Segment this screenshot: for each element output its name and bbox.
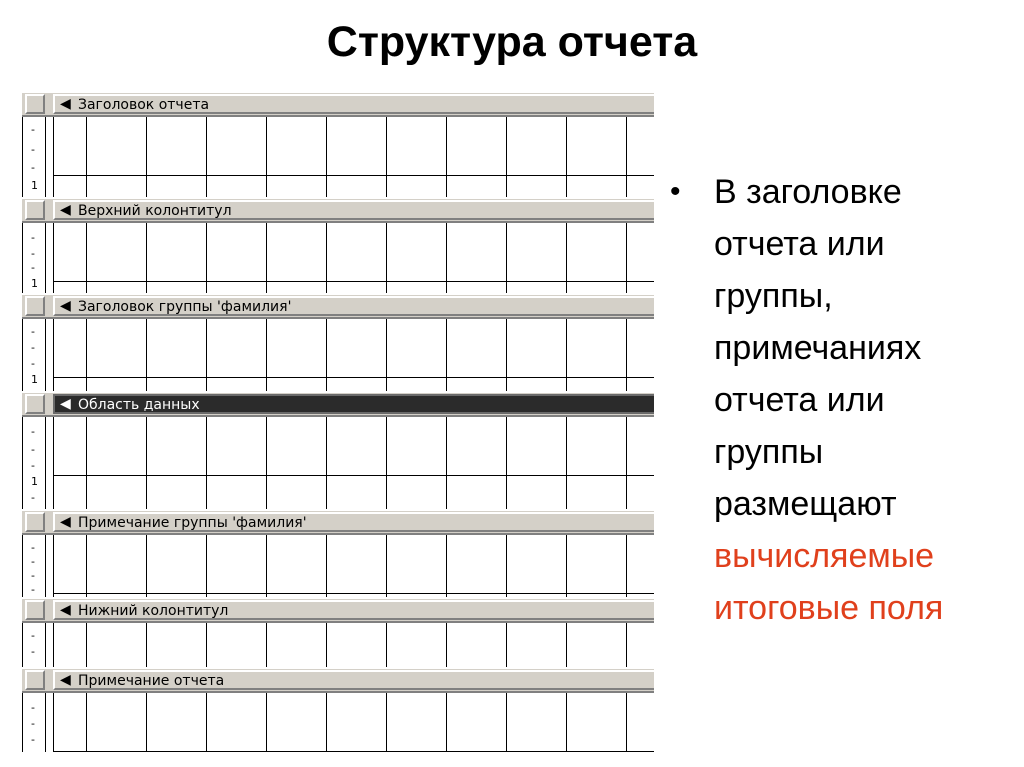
vertical-ruler (22, 117, 46, 197)
ruler-mark: - (31, 629, 35, 642)
ruler-mark: - (31, 555, 35, 568)
design-grid[interactable] (53, 319, 654, 391)
section-body-report-footer[interactable] (22, 693, 654, 752)
vertical-ruler (22, 319, 46, 391)
section-label: Примечание отчета (78, 673, 225, 689)
section-selector[interactable] (25, 200, 45, 220)
section-arrow-icon: ◀ (60, 514, 71, 530)
ruler-mark: - (31, 443, 35, 456)
ruler-mark: - (31, 143, 35, 156)
vertical-ruler (22, 223, 46, 293)
report-designer[interactable] (22, 88, 654, 752)
bullet-line: отчета или (714, 381, 885, 419)
section-body-report-header[interactable] (22, 117, 654, 197)
ruler-mark: 1 (31, 475, 38, 488)
ruler-mark: - (31, 583, 35, 596)
bullet-line: В заголовке (714, 173, 902, 211)
section-bar[interactable] (53, 512, 654, 532)
section-arrow-icon: ◀ (60, 396, 71, 412)
design-grid[interactable] (53, 535, 654, 597)
ruler-mark: 1 (31, 373, 38, 386)
bullet-line: группы, (714, 277, 833, 315)
section-bar[interactable] (53, 670, 654, 690)
ruler-mark: - (31, 231, 35, 244)
ruler-mark: - (31, 491, 35, 504)
design-grid[interactable] (53, 117, 654, 197)
bullet-line: отчета или (714, 225, 885, 263)
section-header-group-footer[interactable] (22, 509, 654, 535)
vertical-ruler (22, 417, 46, 509)
vertical-ruler (22, 693, 46, 752)
section-selector[interactable] (25, 394, 45, 414)
ruler-mark: - (31, 357, 35, 370)
ruler-mark: - (31, 645, 35, 658)
section-header-report-header[interactable] (22, 91, 654, 117)
bullet-line: группы (714, 433, 824, 471)
section-bar[interactable] (53, 296, 654, 316)
section-bar[interactable] (53, 394, 654, 414)
section-bar[interactable] (53, 94, 654, 114)
ruler-mark: - (31, 325, 35, 338)
section-header-page-footer[interactable] (22, 597, 654, 623)
slide-title: Структура отчета (326, 18, 698, 66)
section-bar[interactable] (53, 600, 654, 620)
design-grid[interactable] (53, 693, 654, 752)
section-header-report-footer[interactable] (22, 667, 654, 693)
ruler-mark: - (31, 717, 35, 730)
section-label: Нижний колонтитул (78, 603, 229, 619)
section-arrow-icon: ◀ (60, 298, 71, 314)
section-arrow-icon: ◀ (60, 202, 71, 218)
section-label: Область данных (78, 397, 200, 413)
section-header-detail[interactable] (22, 391, 654, 417)
vertical-ruler (22, 535, 46, 597)
section-body-page-header[interactable] (22, 223, 654, 293)
ruler-mark: - (31, 247, 35, 260)
section-header-group-header[interactable] (22, 293, 654, 319)
section-arrow-icon: ◀ (60, 96, 71, 112)
section-label: Заголовок группы 'фамилия' (78, 299, 292, 315)
section-selector[interactable] (25, 600, 45, 620)
design-grid[interactable] (53, 417, 654, 509)
section-header-page-header[interactable] (22, 197, 654, 223)
bullet-text (714, 166, 1014, 634)
ruler-mark: - (31, 459, 35, 472)
ruler-mark: - (31, 161, 35, 174)
section-label: Заголовок отчета (78, 97, 210, 113)
section-selector[interactable] (25, 296, 45, 316)
bullet-dot-icon: • (670, 175, 681, 208)
section-body-group-header[interactable] (22, 319, 654, 391)
ruler-mark: - (31, 733, 35, 746)
ruler-mark: - (31, 341, 35, 354)
ruler-mark: 1 (31, 277, 38, 290)
section-bar[interactable] (53, 200, 654, 220)
ruler-mark: - (31, 569, 35, 582)
bullet-highlight-line: вычисляемые (714, 537, 935, 575)
section-selector[interactable] (25, 670, 45, 690)
section-selector[interactable] (25, 512, 45, 532)
section-label: Верхний колонтитул (78, 203, 232, 219)
section-arrow-icon: ◀ (60, 602, 71, 618)
ruler-mark: - (31, 425, 35, 438)
bullet-highlight-line: итоговые поля (714, 589, 944, 627)
section-body-detail[interactable] (22, 417, 654, 509)
ruler-mark: - (31, 123, 35, 136)
vertical-ruler (22, 623, 46, 667)
design-grid[interactable] (53, 223, 654, 293)
section-body-page-footer[interactable] (22, 623, 654, 667)
section-selector[interactable] (25, 94, 45, 114)
section-label: Примечание группы 'фамилия' (78, 515, 307, 531)
ruler-mark: - (31, 261, 35, 274)
section-body-group-footer[interactable] (22, 535, 654, 597)
bullet-line: примечаниях (714, 329, 922, 367)
ruler-mark: - (31, 701, 35, 714)
section-arrow-icon: ◀ (60, 672, 71, 688)
bullet-line: размещают (714, 485, 897, 523)
ruler-mark: - (31, 541, 35, 554)
ruler-mark: 1 (31, 179, 38, 192)
design-grid[interactable] (53, 623, 654, 667)
